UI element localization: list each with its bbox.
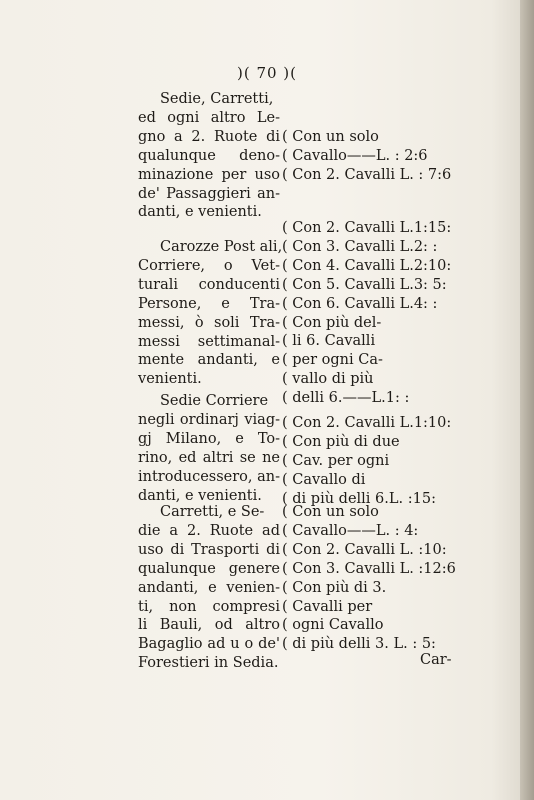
text-line: danti, e venienti. [138, 204, 262, 221]
rate-line: ( Con 3. Cavalli L. :12:6 [282, 560, 456, 577]
entry-1-rates [282, 128, 482, 185]
rate-line: ( Con 2. Cavalli L. : 7:6 [282, 166, 452, 183]
text-line: rino, ed altri se ne [138, 449, 280, 466]
rate-line: ( Con 2. Cavalli L.1:15: [282, 220, 452, 236]
text-line: ti, non compresi [138, 598, 280, 615]
entry-4-rates [282, 503, 482, 654]
rate-line: ( Con 2. Cavalli L.1:10: [282, 415, 452, 431]
rate-line: ( Con 3. Cavalli L.2: : [282, 238, 438, 255]
page-edge-shadow [520, 0, 534, 800]
rate-line: ( Con 6. Cavalli L.4: : [282, 295, 438, 312]
text-line: Forestieri in Sedia. [138, 655, 279, 672]
entry-2-description [138, 238, 283, 389]
text-line: Corriere, o Vet- [138, 257, 280, 274]
text-line: Sedie, Carretti, [160, 91, 274, 107]
rate-line: ( li 6. Cavalli [282, 333, 376, 350]
text-line: Bagaglio ad u o de' [138, 636, 280, 653]
text-line: andanti, e venien- [138, 579, 280, 596]
entry-2-rates [282, 219, 482, 408]
rate-line: ( delli 6.——L.1: : [282, 390, 410, 407]
rate-line: ( Con un solo [282, 504, 379, 520]
text-line: die a 2. Ruote ad [138, 522, 280, 539]
rate-line: ( Cavalli per [282, 598, 373, 615]
entry-4-description [138, 503, 280, 673]
text-line: messi, ò soli Tra- [138, 314, 280, 331]
entry-1-description [138, 90, 280, 222]
text-line: introducessero, an- [138, 468, 281, 485]
text-line: venienti. [138, 371, 202, 388]
rate-line: ( Con 4. Cavalli L.2:10: [282, 257, 452, 274]
rate-line: ( per ogni Ca- [282, 352, 383, 369]
rate-line: ( ogni Cavallo [282, 617, 384, 634]
text-line: turali conducenti [138, 276, 280, 293]
rate-line: ( Cav. per ogni [282, 452, 390, 469]
page-number: )( 70 )( [236, 64, 298, 82]
entry-3-description [138, 392, 280, 505]
text-line: Carretti, e Se- [160, 504, 265, 520]
rate-line: ( Cavallo——L. : 2:6 [282, 147, 428, 164]
entry-3-rates [282, 414, 482, 509]
text-line: Persone, e Tra- [138, 295, 280, 312]
rate-line: ( di più delli 6.L. :15: [282, 490, 436, 507]
text-line: negli ordinarj viag- [138, 411, 280, 428]
text-line: gj Milano, e To- [138, 430, 280, 447]
catchword: Car- [420, 652, 452, 668]
rate-line: ( vallo di più [282, 371, 374, 388]
rate-line: ( Con più di due [282, 433, 400, 450]
rate-line: ( Cavallo——L. : 4: [282, 522, 419, 539]
text-line: Carozze Post ali, [160, 239, 283, 255]
rate-line: ( Con 2. Cavalli L. :10: [282, 541, 447, 558]
text-line: mente andanti, e [138, 352, 280, 369]
rate-line: ( Con 5. Cavalli L.3: 5: [282, 276, 447, 293]
rate-line: ( Con un solo [282, 129, 379, 145]
text-line: qualunque genere [138, 560, 280, 577]
text-line: qualunque deno- [138, 147, 280, 164]
text-line: Sedie Corriere [160, 393, 269, 409]
rate-line: ( di più delli 3. L. : 5: [282, 636, 436, 653]
rate-line: ( Con più di 3. [282, 579, 387, 596]
text-line: de' Passaggieri an- [138, 185, 280, 202]
text-line: ed ogni altro Le- [138, 109, 280, 126]
text-line: uso di Trasporti di [138, 541, 280, 558]
text-line: minazione per uso [138, 166, 280, 183]
text-line: messi settimanal- [138, 333, 280, 350]
rate-line: ( Con più del- [282, 314, 382, 331]
rate-line: ( Cavallo di [282, 471, 366, 488]
text-line: danti, e venienti. [138, 487, 262, 504]
text-line: li Bauli, od altro [138, 617, 280, 634]
text-line: gno a 2. Ruote di [138, 128, 280, 145]
